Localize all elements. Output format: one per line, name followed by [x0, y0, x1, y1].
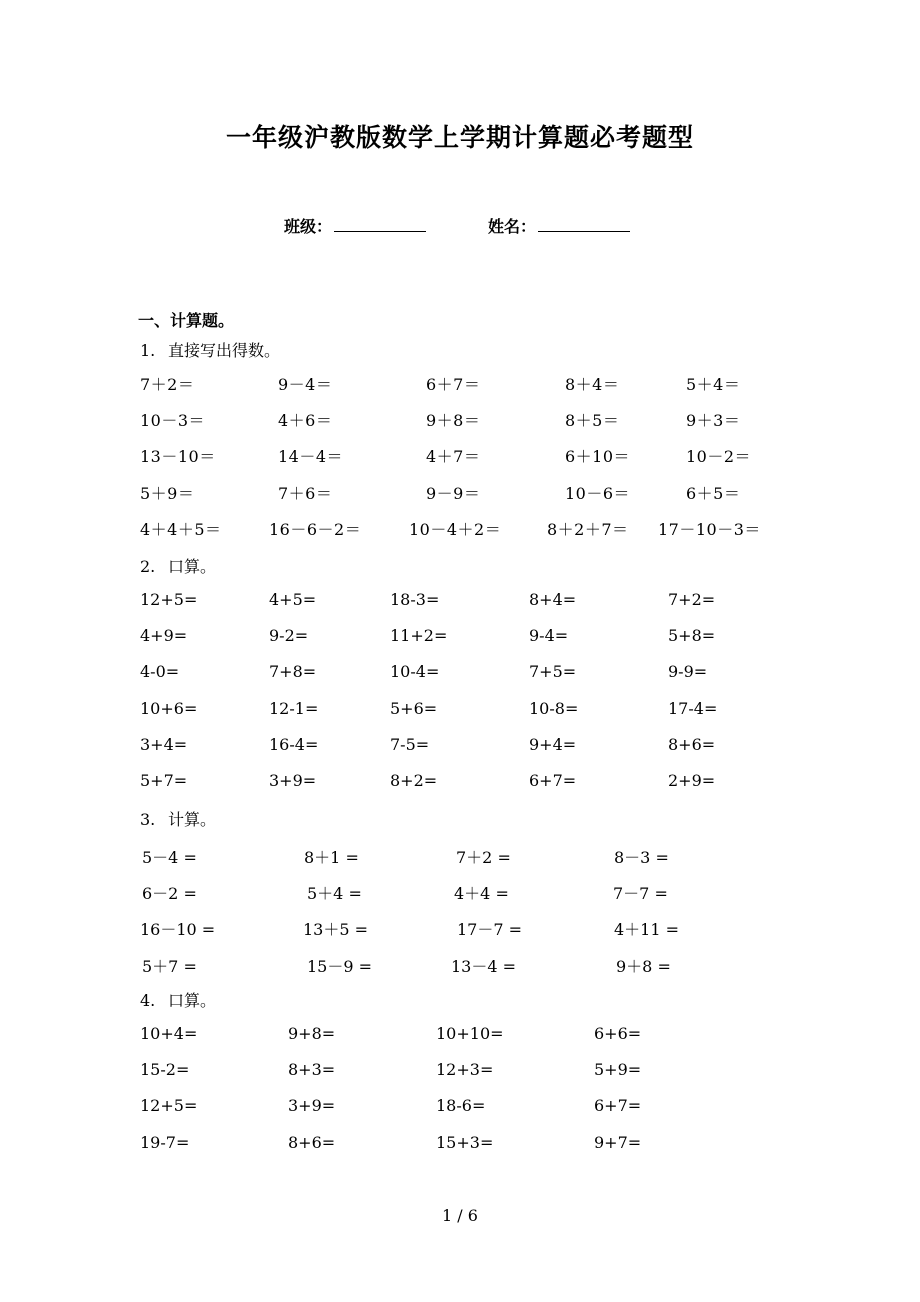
problem-cell: 7＋6＝ — [278, 483, 333, 503]
class-blank[interactable] — [334, 215, 426, 232]
problem-cell: 12+3= — [436, 1060, 494, 1080]
problem-cell: 4＋7＝ — [426, 447, 481, 467]
name-label: 姓名： — [488, 217, 537, 236]
problem-cell: 9-2= — [269, 626, 309, 646]
question-1-heading — [140, 338, 280, 361]
question-instruction: 计算。 — [168, 810, 217, 829]
problem-cell: 7＋2 = — [456, 848, 511, 867]
problem-row — [0, 517, 920, 541]
problem-cell: 9＋8＝ — [426, 411, 481, 431]
problem-cell: 5+7= — [140, 771, 188, 790]
problem-cell: 6－2 = — [142, 884, 197, 904]
problem-cell: 15+3= — [436, 1132, 494, 1152]
problem-cell: 15-2= — [140, 1060, 190, 1080]
problem-row — [0, 1096, 920, 1120]
problem-cell: 16-4= — [269, 734, 319, 754]
problem-cell: 5＋7 = — [142, 956, 197, 976]
problem-cell: 4＋4 = — [454, 884, 509, 904]
question-instruction: 口算。 — [168, 557, 217, 576]
problem-cell: 2+9= — [668, 771, 716, 790]
question-4-heading — [140, 988, 216, 1011]
problem-cell: 19-7= — [140, 1132, 190, 1152]
problem-cell: 5＋4 = — [307, 884, 362, 904]
problem-cell: 4＋6＝ — [278, 411, 333, 431]
problem-cell: 9-4= — [529, 626, 569, 646]
problem-cell: 6＋5＝ — [686, 483, 741, 503]
problem-row — [0, 917, 920, 941]
problem-cell: 8+3= — [288, 1060, 336, 1080]
problem-row — [0, 845, 920, 869]
problem-cell: 18-3= — [390, 590, 440, 609]
name-field[interactable] — [488, 214, 630, 237]
problem-row — [0, 372, 920, 396]
problem-row — [0, 699, 920, 723]
problem-cell: 13－4 = — [451, 956, 517, 976]
problem-cell: 5＋9＝ — [140, 483, 195, 503]
problem-cell: 9－4＝ — [278, 375, 333, 394]
problem-cell: 9-9= — [668, 662, 708, 682]
problem-cell: 10+6= — [140, 698, 198, 718]
problem-cell: 4-0= — [140, 662, 180, 682]
question-number: 4. — [140, 991, 156, 1010]
problem-cell: 9＋3＝ — [686, 411, 741, 431]
problem-cell: 10－2＝ — [686, 447, 752, 467]
problem-cell: 7+5= — [529, 662, 577, 682]
problem-row — [0, 662, 920, 686]
problem-cell: 7+2= — [668, 590, 716, 609]
problem-cell: 13－10＝ — [140, 447, 216, 467]
problem-row — [0, 444, 920, 468]
problem-cell: 8+2= — [390, 771, 438, 790]
problem-row — [0, 771, 920, 795]
problem-cell: 4+5= — [269, 590, 317, 609]
problem-cell: 9＋8 = — [616, 956, 671, 976]
problem-row — [0, 1060, 920, 1084]
problem-cell: 5－4 = — [142, 848, 197, 867]
problem-cell: 9－9＝ — [426, 483, 481, 503]
problem-cell: 12-1= — [269, 698, 319, 718]
problem-cell: 7＋2＝ — [140, 375, 195, 394]
problem-cell: 3+9= — [288, 1096, 336, 1116]
question-instruction: 直接写出得数。 — [168, 341, 281, 360]
problem-cell: 12+5= — [140, 590, 198, 609]
problem-cell: 7+8= — [269, 662, 317, 682]
problem-cell: 9+7= — [594, 1132, 642, 1152]
problem-cell: 14－4＝ — [278, 447, 344, 467]
problem-row — [0, 590, 920, 614]
problem-cell: 10－4＋2＝ — [409, 519, 502, 539]
problem-cell: 9+8= — [288, 1024, 336, 1043]
problem-cell: 7-5= — [390, 734, 430, 754]
problem-cell: 5+6= — [390, 698, 438, 718]
problem-cell: 10－3＝ — [140, 411, 206, 431]
problem-cell: 13＋5 = — [303, 920, 369, 940]
name-blank[interactable] — [538, 215, 630, 232]
problem-cell: 5+8= — [668, 626, 716, 646]
problem-cell: 10－6＝ — [565, 483, 631, 503]
problem-cell: 7－7 = — [613, 884, 668, 904]
problem-cell: 12+5= — [140, 1096, 198, 1116]
problem-cell: 17－7 = — [457, 920, 523, 940]
problem-row — [0, 408, 920, 432]
problem-row — [0, 881, 920, 905]
question-number: 3. — [140, 810, 156, 829]
section-heading: 一、计算题。 — [138, 311, 235, 330]
problem-row — [0, 481, 920, 505]
problem-cell: 8+4= — [529, 590, 577, 609]
problem-cell: 16－10 = — [140, 920, 216, 940]
problem-row — [0, 735, 920, 759]
problem-cell: 8＋5＝ — [565, 411, 620, 431]
problem-cell: 8+6= — [668, 734, 716, 754]
page-number: 1 / 6 — [442, 1206, 478, 1225]
problem-cell: 8+6= — [288, 1132, 336, 1152]
problem-cell: 4＋4＋5＝ — [140, 519, 222, 539]
problem-cell: 8＋1 = — [304, 848, 359, 867]
problem-cell: 3+9= — [269, 771, 317, 790]
problem-cell: 3+4= — [140, 734, 188, 754]
problem-cell: 4+9= — [140, 626, 188, 646]
question-3-heading — [140, 807, 216, 830]
problem-cell: 17-4= — [668, 698, 718, 718]
problem-cell: 10+4= — [140, 1024, 198, 1043]
problem-cell: 18-6= — [436, 1096, 486, 1116]
problem-cell: 6+7= — [594, 1096, 642, 1116]
problem-cell: 8＋2＋7＝ — [547, 519, 629, 539]
problem-cell: 16－6－2＝ — [269, 519, 362, 539]
question-instruction: 口算。 — [168, 991, 217, 1010]
problem-cell: 5+9= — [594, 1060, 642, 1080]
class-label: 班级： — [284, 217, 333, 236]
problem-row — [0, 1133, 920, 1157]
problem-cell: 6＋7＝ — [426, 375, 481, 394]
question-2-heading — [140, 554, 216, 577]
problem-cell: 8－3 = — [614, 848, 669, 867]
question-number: 2. — [140, 557, 156, 576]
problem-cell: 11+2= — [390, 626, 448, 646]
problem-cell: 6＋10＝ — [565, 447, 631, 467]
problem-cell: 4＋11 = — [614, 920, 680, 940]
problem-cell: 17－10－3＝ — [658, 519, 761, 539]
problem-row — [0, 954, 920, 978]
class-field[interactable] — [284, 214, 426, 237]
page-title: 一年级沪教版数学上学期计算题必考题型 — [225, 123, 694, 152]
problem-cell: 10-4= — [390, 662, 440, 682]
question-number: 1. — [140, 341, 156, 360]
problem-row — [0, 626, 920, 650]
problem-row — [0, 1024, 920, 1048]
problem-cell: 10+10= — [436, 1024, 504, 1043]
problem-cell: 15－9 = — [307, 956, 373, 976]
problem-cell: 8＋4＝ — [565, 375, 620, 394]
problem-cell: 5＋4＝ — [686, 375, 741, 394]
problem-cell: 6+7= — [529, 771, 577, 790]
problem-cell: 10-8= — [529, 698, 579, 718]
problem-cell: 9+4= — [529, 734, 577, 754]
problem-cell: 6+6= — [594, 1024, 642, 1043]
